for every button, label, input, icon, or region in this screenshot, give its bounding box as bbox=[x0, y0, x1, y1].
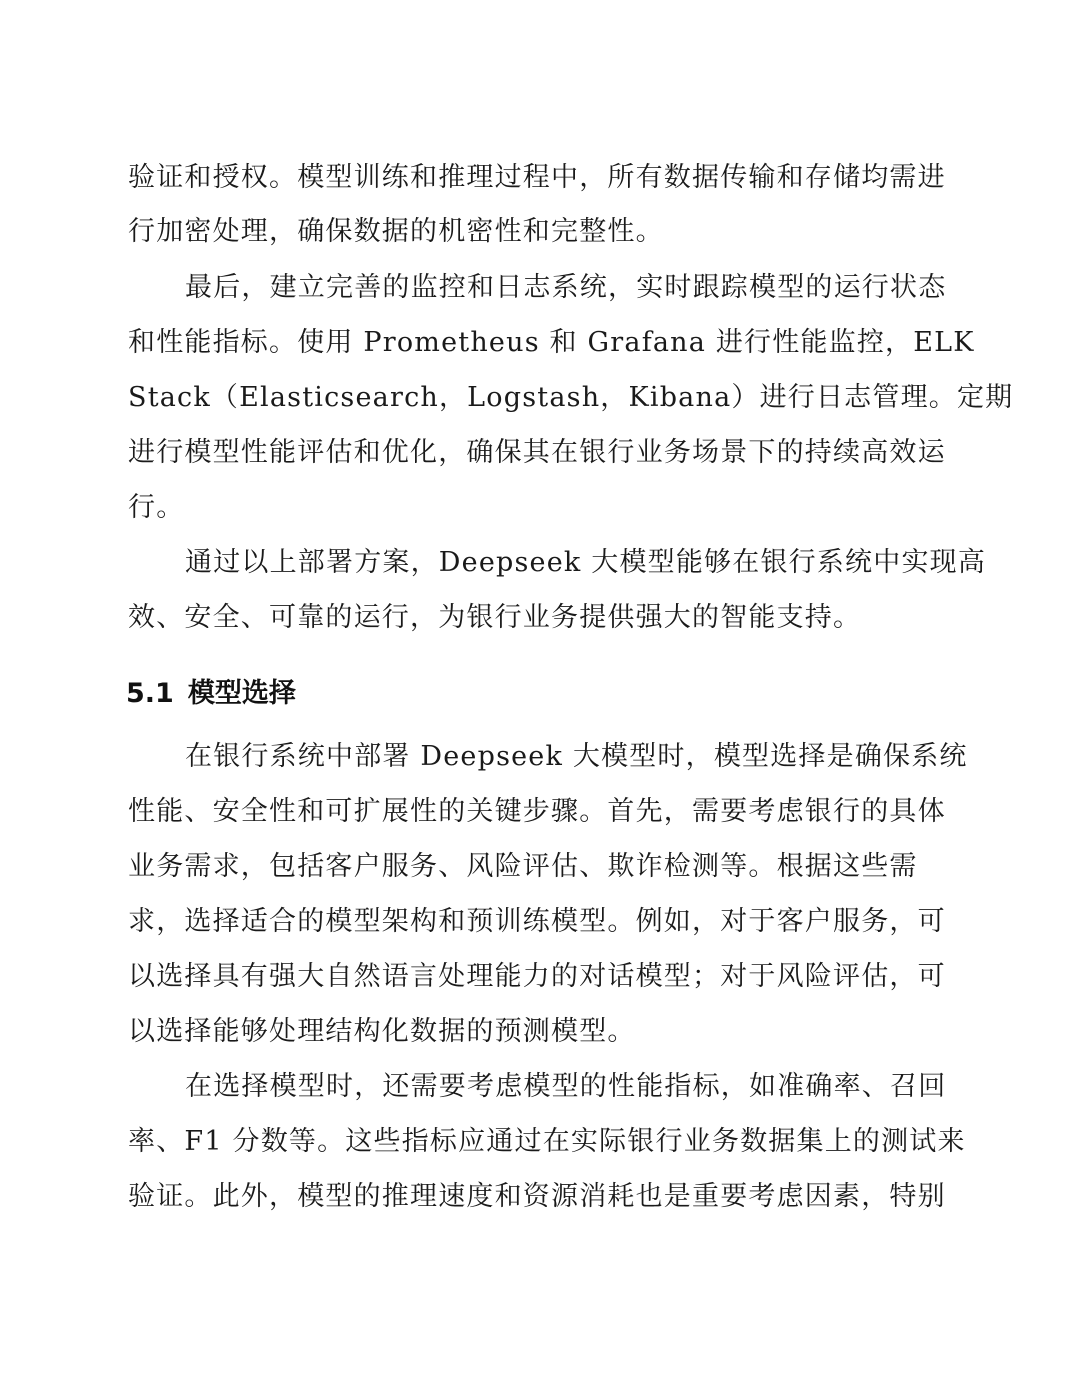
section-heading bbox=[126, 676, 296, 712]
paragraph-line: 和性能指标。使用 Prometheus 和 Grafana 进行性能监控，ELK bbox=[128, 327, 975, 358]
paragraph-line: 性能、安全性和可扩展性的关键步骤。首先，需要考虑银行的具体 bbox=[128, 796, 946, 827]
paragraph-line: 在银行系统中部署 Deepseek 大模型时，模型选择是确保系统 bbox=[185, 741, 968, 772]
paragraph-line: Stack（Elasticsearch，Logstash，Kibana）进行日志管理。定期 bbox=[128, 382, 1014, 413]
paragraph-line: 求，选择适合的模型架构和预训练模型。例如，对于客户服务，可 bbox=[128, 906, 946, 937]
paragraph-line: 通过以上部署方案，Deepseek 大模型能够在银行系统中实现高 bbox=[185, 547, 987, 578]
paragraph-line: 业务需求，包括客户服务、风险评估、欺诈检测等。根据这些需 bbox=[128, 851, 918, 882]
paragraph-line: 验证和授权。模型训练和推理过程中，所有数据传输和存储均需进 bbox=[128, 162, 946, 193]
paragraph-line: 以选择能够处理结构化数据的预测模型。 bbox=[128, 1016, 636, 1047]
paragraph-line: 在选择模型时，还需要考虑模型的性能指标，如准确率、召回 bbox=[185, 1071, 947, 1102]
paragraph-line: 以选择具有强大自然语言处理能力的对话模型；对于风险评估，可 bbox=[128, 961, 946, 992]
paragraph-line: 最后，建立完善的监控和日志系统，实时跟踪模型的运行状态 bbox=[185, 272, 947, 303]
paragraph-line: 效、安全、可靠的运行，为银行业务提供强大的智能支持。 bbox=[128, 602, 862, 633]
section-title: 模型选择 bbox=[187, 678, 296, 709]
paragraph-line: 进行模型性能评估和优化，确保其在银行业务场景下的持续高效运 bbox=[128, 437, 946, 468]
paragraph-line: 验证。此外，模型的推理速度和资源消耗也是重要考虑因素，特别 bbox=[128, 1181, 946, 1212]
paragraph-line: 行加密处理，确保数据的机密性和完整性。 bbox=[128, 216, 664, 247]
section-number: 5.1 bbox=[126, 678, 174, 709]
paragraph-line: 率、F1 分数等。这些指标应通过在实际银行业务数据集上的测试来 bbox=[128, 1126, 966, 1157]
paragraph-line: 行。 bbox=[128, 492, 185, 523]
